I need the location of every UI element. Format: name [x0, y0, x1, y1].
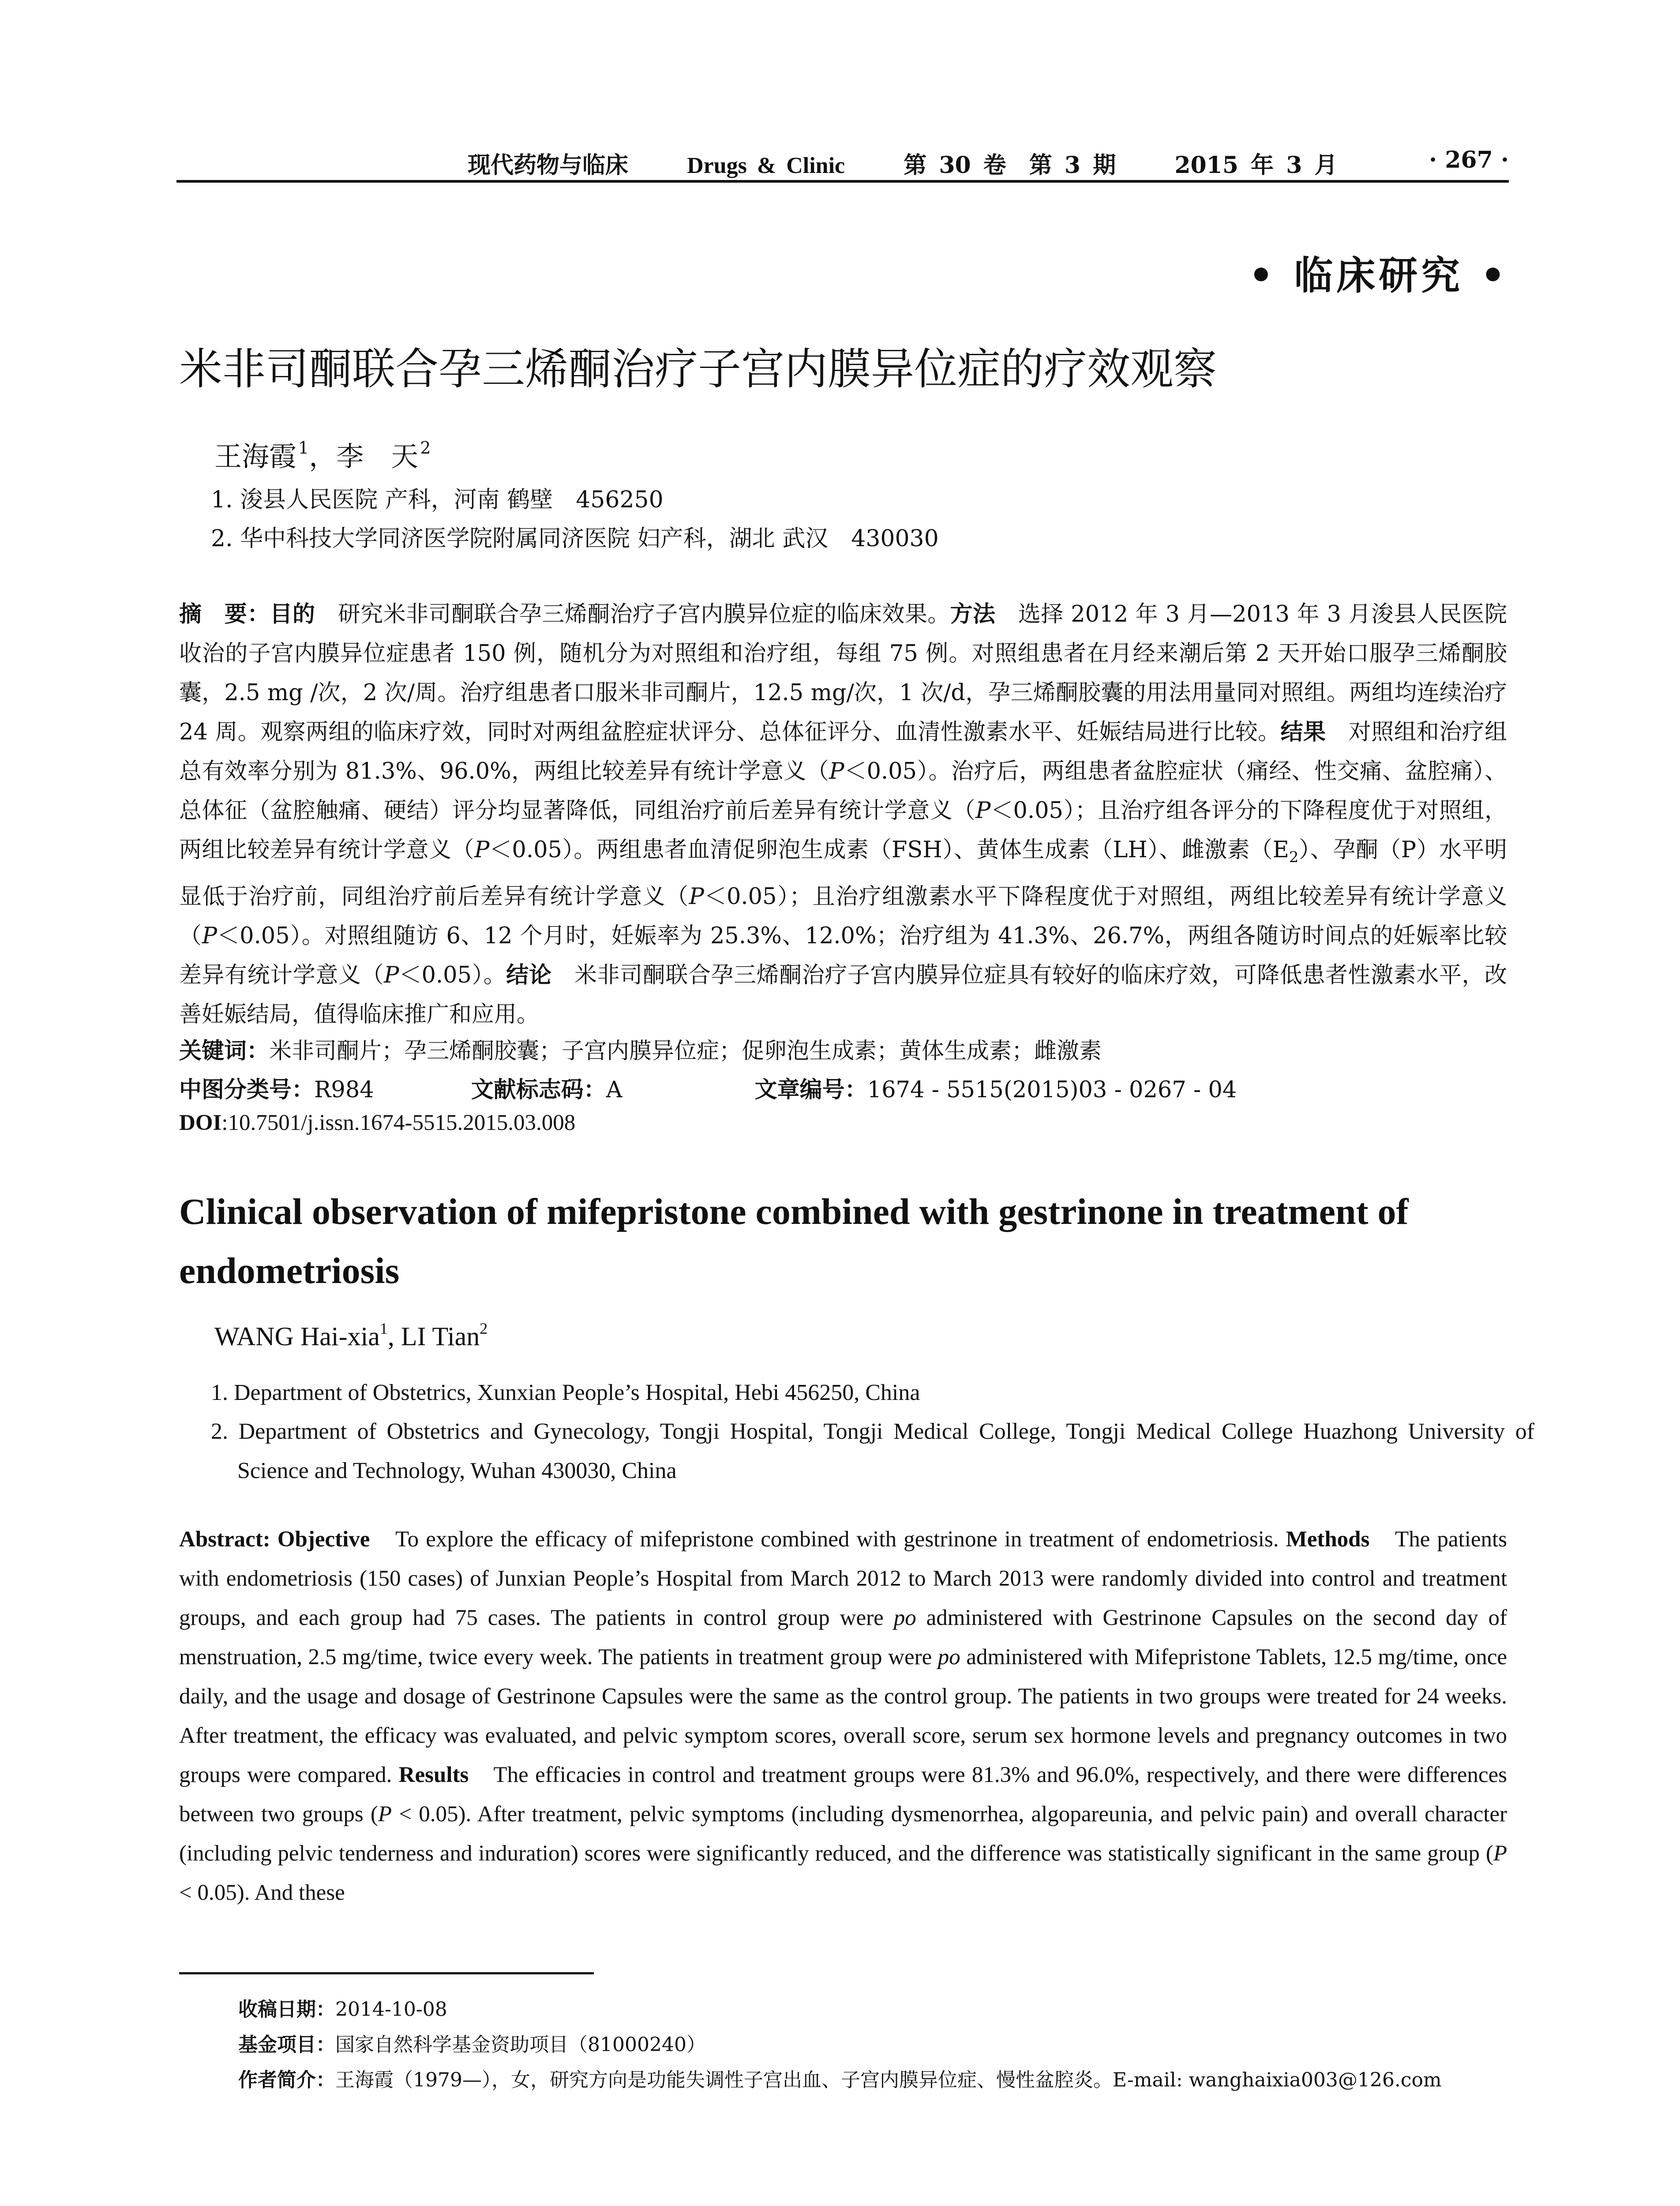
affiliation-cn-2: 2. 华中科技大学同济医学院附属同济医院 妇产科，湖北 武汉 430030 [211, 525, 939, 552]
abstract-cn-label: 摘 要： [179, 601, 270, 627]
author-1-sup: 1 [298, 438, 309, 458]
author-2-en: LI Tian [401, 1322, 480, 1351]
keywords [179, 1032, 1102, 1065]
title-cn: 米非司酮联合孕三烯酮治疗子宫内膜异位症的疗效观察 [179, 344, 1217, 394]
abstract-en [179, 1520, 1507, 1913]
results-en-text: < 0.05). After treatment, pelvic symptoms (including dysmenorrhea, algopareunia, and pelvic pain) and overall character (including pelvic tenderness and induration) scores were significantly reduced, and the difference was statistically significant in the same group ( [179, 1802, 1507, 1866]
p-value-symbol: P [202, 923, 218, 949]
author-1-en: WANG Hai-xia [214, 1322, 380, 1351]
objective-en-text: To explore the efficacy of mifepristone combined with gestrinone in treatment of endometriosis. [370, 1527, 1286, 1552]
p-value-symbol: P [378, 1802, 392, 1827]
results-text: ＜0.05）；且治疗组激素水平下降程度优于对照组，两组比较差异有统计学意义（ [179, 884, 1507, 949]
p-value-symbol: P [829, 758, 844, 784]
doi-value: :10.7501/j.issn.1674-5515.2015.03.008 [221, 1111, 576, 1135]
doi-line [179, 1110, 575, 1136]
results-en-text: The efficacies in control and treatment groups were 81.3% and 96.0%, respectively, and there were differences between two groups ( [179, 1763, 1507, 1827]
affiliation-cn-1: 1. 浚县人民医院 产科，河南 鹤壁 456250 [211, 487, 664, 513]
po-term: po [893, 1606, 916, 1630]
footnote-author [238, 2064, 1442, 2092]
running-header [176, 140, 1509, 183]
author-2-en-sup: 2 [480, 1320, 488, 1337]
received-value: 2014-10-08 [335, 1998, 447, 2021]
fund-label: 基金项目： [238, 2033, 335, 2056]
results-text: ＜0.05）。 [399, 962, 506, 989]
results-text: ＜0.05）；且治疗组各评分的下降程度优于对照组，两组比较差异有统计学意义（ [179, 798, 1507, 863]
po-term: po [938, 1645, 960, 1670]
methods-en-text: administered with Gestrinone Capsules on the second day of menstruation, 2.5 mg/time, twice every week. The patients in treatment group were [179, 1606, 1507, 1670]
affiliation-en-1: 1. Department of Obstetrics, Xunxian People’s Hospital, Hebi 456250, China [211, 1380, 920, 1405]
objective-label: 目的 [270, 601, 315, 627]
authors-cn [214, 435, 431, 474]
fund-value: 国家自然科学基金资助项目（81000240） [335, 2033, 706, 2056]
volume-issue: 第 30 卷 第 3 期 [904, 152, 1116, 179]
results-label: 结果 [1280, 719, 1326, 745]
methods-en-label: Methods [1286, 1527, 1370, 1552]
methods-en-text: The patients with endometriosis (150 cases) of Junxian People’s Hospital from March 2012 to March 2013 were randomly divided into control and treatment groups, and each group had 75 cases. The patients in control group were [179, 1527, 1508, 1630]
keywords-text: 米非司酮片；孕三烯酮胶囊；子宫内膜异位症；促卵泡生成素；黄体生成素；雌激素 [269, 1038, 1102, 1064]
methods-text: 选择 2012 年 3 月—2013 年 3 月浚县人民医院收治的子宫内膜异位症患者 150 例，随机分为对照组和治疗组，每组 75 例。对照组患者在月经来潮后第 2 天开始口服孕三烯酮胶囊，2.5 mg /次，2 次/周。治疗组患者口服米非司酮片，12.5 mg/次，1 次/d，孕三烯酮胶囊的用法用量同对照组。两组均连续治疗 24 周。观察两组的临床疗效，同时对两组盆腔症状评分、总体征评分、血清性激素水平、妊娠结局进行比较。 [179, 601, 1507, 745]
results-text: 对照组和治疗组总有效率分别为 81.3%、96.0%，两组比较差异有统计学意义（ [179, 719, 1507, 784]
authors-en [214, 1319, 488, 1352]
results-en-label: Results [398, 1763, 469, 1787]
journal-name-en: Drugs & Clinic [687, 153, 845, 178]
footnote-rule [179, 1972, 594, 1974]
abstract-en-label: Abstract: Objective [179, 1527, 370, 1552]
conclusion-label: 结论 [506, 962, 552, 989]
methods-en-text: administered with Mifepristone Tablets, 12.5 mg/time, once daily, and the usage and dosage of Gestrinone Capsules were the same as the control group. The patients in two groups were treated for 24 weeks. After treatment, the efficacy was evaluated, and pelvic symptom scores, overall score, serum sex hormone levels and pregnancy outcomes in two groups were compared. [179, 1645, 1507, 1787]
received-label: 收稿日期： [238, 1998, 335, 2021]
journal-name-cn: 现代药物与临床 [468, 152, 629, 179]
results-en-text: < 0.05). And these [179, 1880, 345, 1905]
article-no-value: 1674 - 5515(2015)03 - 0267 - 04 [867, 1077, 1237, 1103]
author-2-cn: 李 天 [336, 440, 419, 473]
author-1-en-sup: 1 [379, 1320, 388, 1337]
methods-label: 方法 [950, 601, 996, 627]
author-bio-value: 王海霞（1979—），女，研究方向是功能失调性子宫出血、子宫内膜异位症、慢性盆腔炎。E-mail: wanghaixia003@126.com [335, 2069, 1442, 2091]
classification-line [179, 1071, 1237, 1104]
subscript: 2 [1289, 848, 1299, 867]
title-en: Clinical observation of mifepristone combined with gestrinone in treatment of endometriosis [179, 1191, 1409, 1291]
conclusion-text: 米非司酮联合孕三烯酮治疗子宫内膜异位症具有较好的临床疗效，可降低患者性激素水平，改善妊娠结局，值得临床推广和应用。 [179, 962, 1507, 1028]
p-value-symbol: P [689, 884, 704, 910]
p-value-symbol: P [474, 837, 490, 863]
doc-code-value: A [606, 1077, 622, 1103]
results-text: ＜0.05）。两组患者血清促卵泡生成素（FSH）、黄体生成素（LH）、雌激素（E [489, 837, 1289, 863]
doc-code-label: 文献标志码： [471, 1077, 606, 1103]
doi-label: DOI [179, 1111, 222, 1135]
author-1-cn: 王海霞 [214, 440, 297, 473]
page-number: · 267 · [1429, 146, 1509, 173]
author-2-sup: 2 [420, 438, 431, 458]
results-text: ＜0.05）。治疗后，两组患者盆腔症状（痛经、性交痛、盆腔痛）、总体征（盆腔触痛、硬结）评分均显著降低，同组治疗前后差异有统计学意义（ [179, 758, 1507, 824]
results-text: ＜0.05）。对照组随访 6、12 个月时，妊娠率为 25.3%、12.0%；治疗组为 41.3%、26.7%，两组各随访时间点的妊娠率比较差异有统计学意义（ [179, 923, 1507, 989]
author-en-sep: , [387, 1322, 401, 1351]
author-bio-label: 作者简介： [238, 2069, 335, 2091]
keywords-label: 关键词： [179, 1038, 270, 1064]
objective-text: 研究米非司酮联合孕三烯酮治疗子宫内膜异位症的临床效果。 [315, 601, 950, 627]
abstract-cn [179, 595, 1507, 1034]
p-value-symbol: P [1493, 1841, 1507, 1866]
results-text: ）、孕酮（P）水平明显低于治疗前，同组治疗前后差异有统计学意义（ [179, 837, 1507, 910]
affiliation-en-2: 2. Department of Obstetrics and Gynecology, Tongji Hospital, Tongji Medical College, Tongji Medical College Huazhong University of Science and Technology, Wuhan 430030, China [211, 1419, 1534, 1483]
footnote-fund [238, 2029, 706, 2057]
author-sep: ， [309, 440, 337, 473]
clc-label: 中图分类号： [179, 1077, 315, 1103]
article-no-label: 文章编号： [754, 1077, 867, 1103]
clc-value: R984 [314, 1077, 374, 1103]
p-value-symbol: P [384, 962, 399, 989]
header-center [468, 146, 1384, 180]
issue-date: 2015 年 3 月 [1174, 152, 1338, 179]
section-tag: • 临床研究 • [1249, 252, 1509, 298]
footnote-received [238, 1993, 447, 2022]
p-value-symbol: P [975, 798, 991, 824]
